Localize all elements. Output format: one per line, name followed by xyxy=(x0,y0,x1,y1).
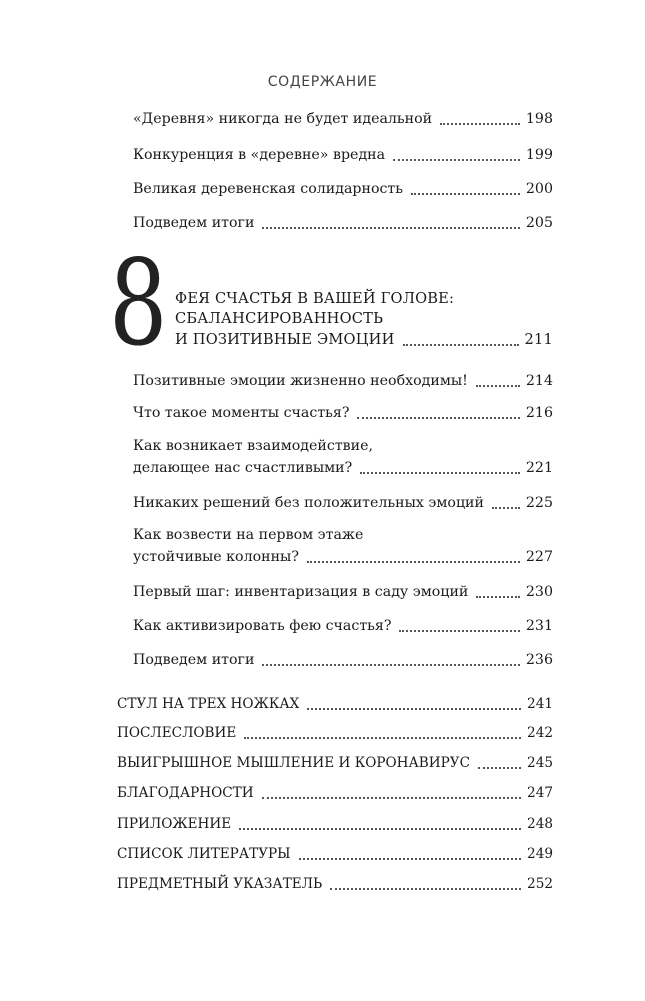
toc-entry-title: БЛАГОДАРНОСТИ xyxy=(117,785,254,801)
toc-entry[interactable] xyxy=(133,110,553,128)
toc-entry-title: Подведем итоги xyxy=(133,215,255,231)
toc-entry-page: 225 xyxy=(525,495,553,511)
toc-entry[interactable] xyxy=(133,214,553,232)
dot-leader xyxy=(492,506,520,509)
dot-leader xyxy=(299,857,522,860)
chapter-title-line[interactable]: ФЕЯ СЧАСТЬЯ В ВАШЕЙ ГОЛОВЕ: xyxy=(175,290,455,307)
toc-entry-page: 230 xyxy=(525,584,553,600)
chapter-entry[interactable] xyxy=(175,331,553,349)
toc-entry-page: 248 xyxy=(527,816,553,832)
dot-leader xyxy=(244,736,521,739)
toc-entry[interactable] xyxy=(133,617,553,635)
toc-entry-page: 200 xyxy=(525,181,553,197)
dot-leader xyxy=(262,796,521,799)
toc-entry-page: 252 xyxy=(527,876,553,892)
toc-entry-title: ПОСЛЕСЛОВИЕ xyxy=(117,725,237,741)
dot-leader xyxy=(239,827,521,830)
toc-entry-title: СПИСОК ЛИТЕРАТУРЫ xyxy=(117,846,291,862)
toc-entry-title: СТУЛ НА ТРЕХ НОЖКАХ xyxy=(117,696,300,712)
chapter-number: 8 xyxy=(109,234,168,372)
toc-entry[interactable] xyxy=(133,146,553,164)
dot-leader xyxy=(357,416,519,419)
toc-entry-title: «Деревня» никогда не будет идеальной xyxy=(133,111,433,127)
toc-top-entry[interactable] xyxy=(117,815,553,833)
toc-entry-page: 236 xyxy=(525,652,553,668)
toc-entry[interactable] xyxy=(133,583,553,601)
toc-top-entry[interactable] xyxy=(117,845,553,863)
toc-entry-title: ПРЕДМЕТНЫЙ УКАЗАТЕЛЬ xyxy=(117,876,323,892)
toc-entry-title: устойчивые колонны? xyxy=(133,549,299,565)
running-head: СОДЕРЖАНИЕ xyxy=(267,74,378,90)
dot-leader xyxy=(393,158,520,161)
dot-leader xyxy=(411,192,520,195)
dot-leader xyxy=(360,471,520,474)
dot-leader xyxy=(403,343,519,346)
toc-entry-page: 241 xyxy=(527,696,553,712)
chapter-title-line[interactable]: СБАЛАНСИРОВАННОСТЬ xyxy=(175,310,384,327)
toc-top-entry[interactable] xyxy=(117,784,553,802)
dot-leader xyxy=(476,595,520,598)
dot-leader xyxy=(307,560,520,563)
toc-entry-page: 231 xyxy=(525,618,553,634)
toc-entry-title: Как активизировать фею счастья? xyxy=(133,618,392,634)
toc-entry-page: 249 xyxy=(527,846,553,862)
toc-entry-title: Великая деревенская солидарность xyxy=(133,181,404,197)
toc-entry-page: 214 xyxy=(525,373,553,389)
toc-entry[interactable] xyxy=(133,494,553,512)
toc-entry-page: 205 xyxy=(525,215,553,231)
toc-entry-title: Подведем итоги xyxy=(133,652,255,668)
dot-leader xyxy=(307,707,521,710)
dot-leader xyxy=(262,226,519,229)
dot-leader xyxy=(399,629,519,632)
toc-top-entry[interactable] xyxy=(117,875,553,893)
toc-entry[interactable] xyxy=(133,548,553,566)
toc-entry-title: Первый шаг: инвентаризация в саду эмоций xyxy=(133,584,469,600)
toc-entry-page: 221 xyxy=(525,460,553,476)
toc-entry-title: Никаких решений без положительных эмоций xyxy=(133,495,484,511)
dot-leader xyxy=(478,766,521,769)
toc-top-entry[interactable] xyxy=(117,724,553,742)
toc-entry[interactable] xyxy=(133,651,553,669)
dot-leader xyxy=(440,122,520,125)
toc-entry[interactable] xyxy=(133,404,553,422)
toc-entry-title: Что такое моменты счастья? xyxy=(133,405,350,421)
toc-entry-title: Позитивные эмоции жизненно необходимы! xyxy=(133,373,468,389)
toc-entry-title: ПРИЛОЖЕНИЕ xyxy=(117,816,232,832)
toc-entry-page: 216 xyxy=(525,405,553,421)
toc-entry-page: 245 xyxy=(527,755,553,771)
dot-leader xyxy=(262,663,519,666)
toc-entry[interactable] xyxy=(133,372,553,390)
toc-top-entry[interactable] xyxy=(117,695,553,713)
toc-top-entry[interactable] xyxy=(117,754,553,772)
chapter-page: 211 xyxy=(524,331,553,348)
dot-leader xyxy=(330,887,521,890)
toc-entry-page: 247 xyxy=(527,785,553,801)
toc-entry-page: 242 xyxy=(527,725,553,741)
toc-entry-title: делающее нас счастливыми? xyxy=(133,460,353,476)
toc-entry-title: ВЫИГРЫШНОЕ МЫШЛЕНИЕ И КОРОНАВИРУС xyxy=(117,755,471,771)
dot-leader xyxy=(476,384,520,387)
toc-entry[interactable] xyxy=(133,180,553,198)
toc-entry-page: 227 xyxy=(525,549,553,565)
toc-entry-page: 198 xyxy=(525,111,553,127)
toc-entry[interactable] xyxy=(133,459,553,477)
chapter-title-line: И ПОЗИТИВНЫЕ ЭМОЦИИ xyxy=(175,331,395,348)
toc-entry-title: Конкуренция в «деревне» вредна xyxy=(133,147,386,163)
toc-entry-page: 199 xyxy=(525,147,553,163)
toc-entry-title-line[interactable]: Как возвести на первом этаже xyxy=(133,527,364,543)
toc-entry-title-line[interactable]: Как возникает взаимодействие, xyxy=(133,438,374,454)
